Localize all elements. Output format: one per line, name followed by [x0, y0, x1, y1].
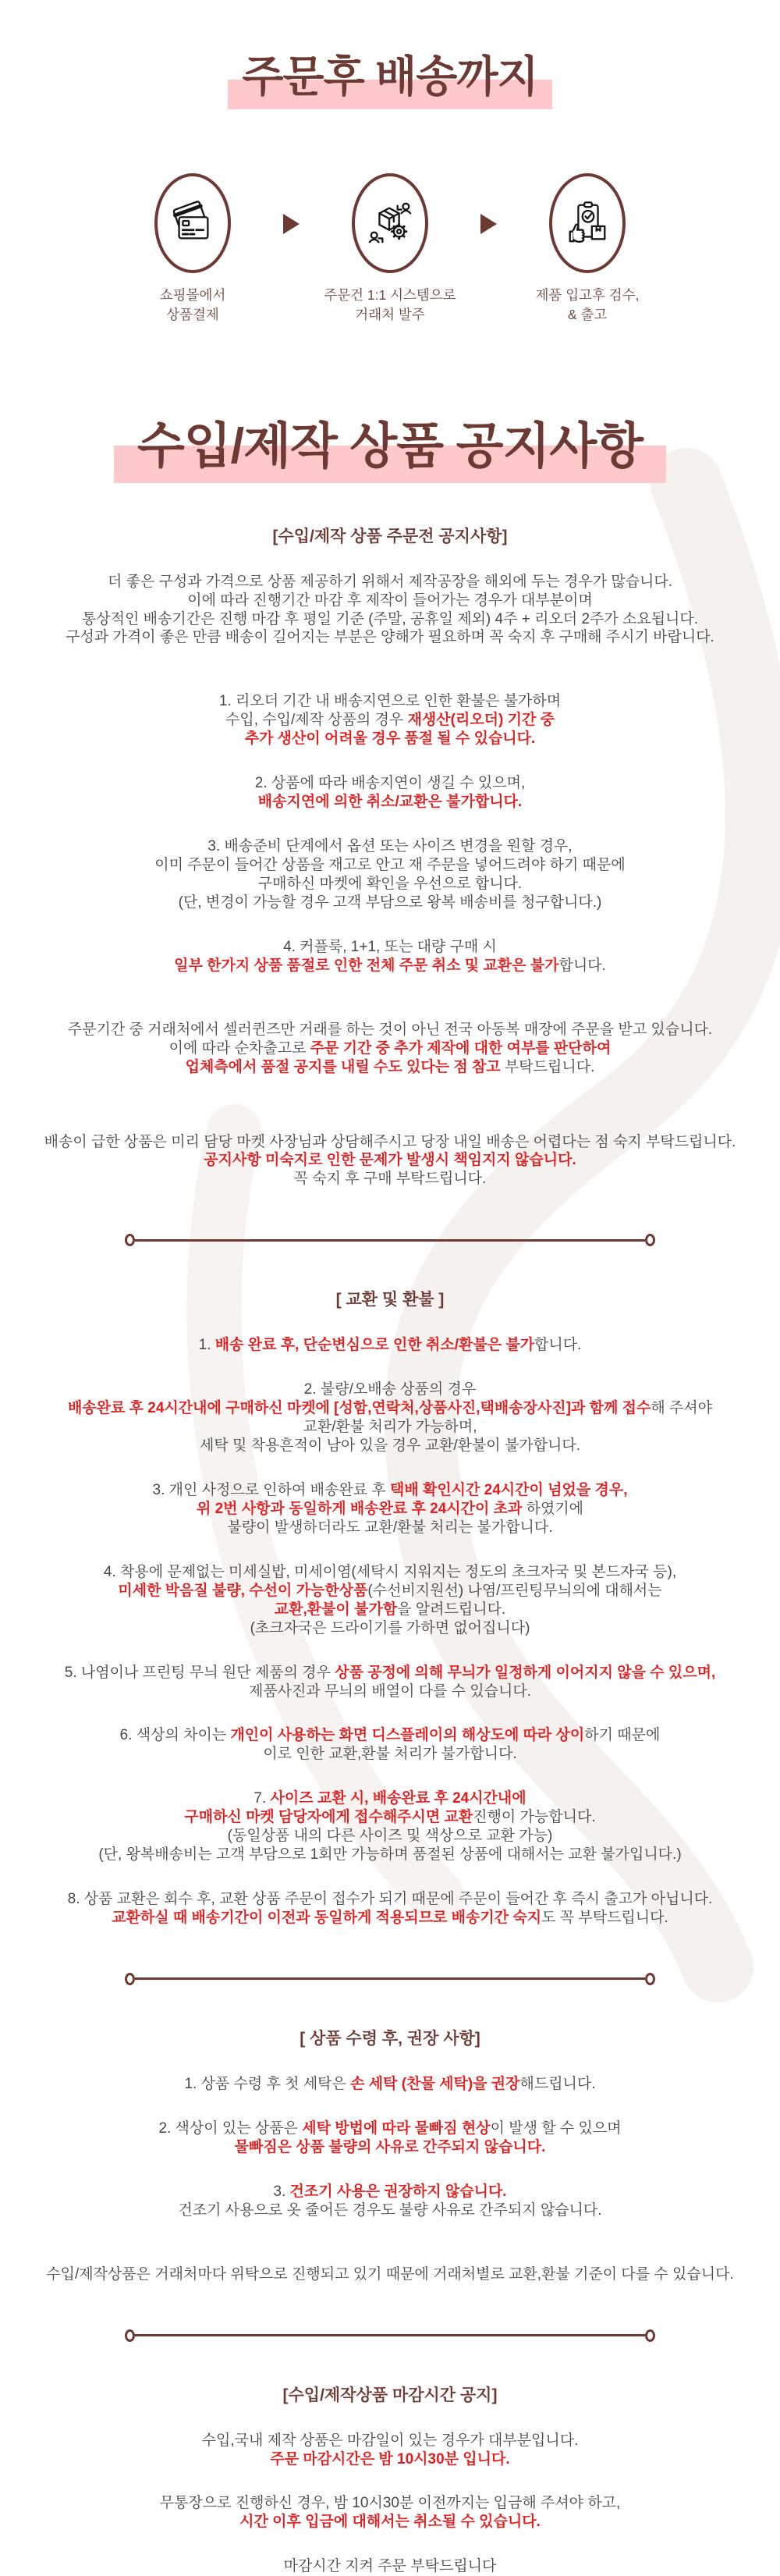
- step-circle: [549, 173, 626, 273]
- notice-line: [0, 610, 780, 629]
- step-label-line1: 쇼핑몰에서: [159, 286, 226, 303]
- notice-paragraph: [0, 1481, 780, 1537]
- body-text: 2. 상품에 따라 배송지연이 생길 수 있으며,: [254, 775, 526, 792]
- body-text: 수입, 수입/제작 상품의 경우: [225, 712, 408, 729]
- notice-line: [0, 1827, 780, 1846]
- divider-line: [135, 1239, 645, 1242]
- notice-paragraph: [0, 2183, 780, 2220]
- body-text: (단, 왕복배송비는 고객 부담으로 1회만 가능하며 품절된 상품에 대해서는 교환 불가입니다.): [98, 1846, 682, 1864]
- notice-line: [0, 2450, 780, 2469]
- notice-line: [0, 1399, 780, 1418]
- emphasis-red-text: 공지사항 미숙지로 인한 문제가 발생시 책임지지 않습니다.: [204, 1152, 576, 1169]
- body-text: 더 좋은 구성과 가격으로 상품 제공하기 위해서 제작공장을 해외에 두는 경우가 많습니다.: [107, 573, 673, 590]
- notice-line: [0, 2557, 780, 2576]
- body-text: 배송이 급한 상품은 미리 담당 마켓 사장님과 상담해주시고 당장 내일 배송은 어렵다는 점 숙지 부탁드립니다.: [44, 1133, 736, 1150]
- body-text: 이로 인한 교환,환불 처리가 불가합니다.: [263, 1746, 517, 1763]
- divider-end-ring: [645, 1234, 655, 1246]
- body-text: 해 주셔야: [651, 1400, 713, 1417]
- emphasis-red-text: 미세한 박음질 불량, 수선이 가능한상품: [118, 1582, 368, 1599]
- emphasis-red-text: 교환하실 때 배송기간이 이전과 동일하게 적용되므로 배송기간 숙지: [112, 1910, 542, 1927]
- body-text: 합니다.: [558, 957, 606, 974]
- notice-line: [0, 894, 780, 912]
- notice-paragraph: [0, 2432, 780, 2469]
- divider-line: [135, 2334, 645, 2336]
- step-label: [160, 286, 226, 325]
- arrow-right-icon: [480, 214, 497, 234]
- notice-line: [0, 2138, 780, 2157]
- body-text: 꼭 숙지 후 구매 부탁드립니다.: [293, 1171, 487, 1188]
- notice-line: [0, 692, 780, 711]
- body-text: 이미 주문이 들어간 상품을 재고로 안고 재 주문을 넣어드려야 하기 때문에: [154, 857, 626, 874]
- notice-line: [0, 1336, 780, 1355]
- step-label-line2: 상품결제: [166, 307, 219, 323]
- notice-line: [0, 711, 780, 730]
- body-text: 6. 색상의 차이는: [119, 1727, 231, 1744]
- body-text: 마감시간 지켜 주문 부탁드립니다: [283, 2558, 497, 2575]
- notice-line: [0, 730, 780, 748]
- step-label: [324, 286, 456, 325]
- notice-line: [0, 1133, 780, 1152]
- body-text: 1.: [198, 1337, 215, 1354]
- body-text: 이에 따라 진행기간 마감 후 제작이 들어가는 경우가 대부분이며: [187, 592, 593, 609]
- deadline-notice-heading: [수입/제작상품 마감시간 공지]: [282, 2386, 498, 2404]
- body-text: 진행이 가능합니다.: [473, 1809, 596, 1826]
- step-label-line1: 주문건 1:1 시스템으로: [324, 286, 456, 303]
- divider-end-ring: [125, 2329, 135, 2342]
- notice-line: [0, 793, 780, 812]
- notice-line: [0, 1170, 780, 1189]
- emphasis-red-text: 구매하신 마켓 담당자에게 접수해주시면 교환: [184, 1809, 473, 1826]
- body-text: 이에 따라 순차출고로: [168, 1039, 310, 1057]
- step-label-line2: 거래처 발주: [355, 307, 425, 323]
- step-circle: [352, 173, 428, 273]
- body-text: 3. 개인 사정으로 인하여 배송완료 후: [152, 1482, 390, 1499]
- notice-paragraph: [0, 1133, 780, 1189]
- notice-line: [0, 1582, 780, 1601]
- step-label: [536, 286, 640, 325]
- notice-line: [0, 1726, 780, 1745]
- body-text: 해드립니다.: [519, 2075, 596, 2092]
- body-text: 3.: [273, 2183, 290, 2200]
- body-text: 건조기 사용으로 옷 줄어든 경우도 불량 사유로 간주되지 않습니다.: [178, 2201, 602, 2219]
- body-text: 하기 때문에: [584, 1727, 661, 1744]
- arrow-right-icon: [283, 214, 300, 234]
- notice-line: [0, 1601, 780, 1619]
- divider-end-ring: [645, 1973, 655, 1985]
- notice-line: [0, 2513, 780, 2532]
- notice-line: [0, 1481, 780, 1500]
- emphasis-red-text: 시간 이후 입금에 대해서는 취소될 수 있습니다.: [239, 2514, 541, 2531]
- body-text: 이 발생 할 수 있으며: [490, 2119, 622, 2137]
- body-text: 수입/제작상품은 거래처마다 위탁으로 진행되고 있기 때문에 거래처별로 교환,환불 기준이 다를 수 있습니다.: [46, 2265, 734, 2283]
- body-text: 1. 상품 수령 후 첫 세탁은: [184, 2075, 351, 2092]
- step-label-line1: 제품 입고후 검수,: [535, 286, 640, 303]
- emphasis-red-text: 위 2번 사항과 동일하게 배송완료 후 24시간이 초과: [196, 1500, 526, 1517]
- notice-line: [0, 2432, 780, 2450]
- body-text: 2. 불량/오배송 상품의 경우: [303, 1381, 477, 1398]
- emphasis-red-text: 건조기 사용은 권장하지 않습니다.: [289, 2183, 507, 2200]
- notice-line: [0, 1500, 780, 1519]
- notice-line: [0, 1151, 780, 1170]
- divider-end-ring: [645, 2329, 655, 2342]
- section-divider: [125, 1234, 655, 1246]
- page-title-highlight: 주문후 배송까지: [228, 55, 551, 109]
- notice-paragraph: [0, 2494, 780, 2532]
- notice-line: [0, 1058, 780, 1077]
- notice-line: [0, 1808, 780, 1827]
- emphasis-red-text: 개인이 사용하는 화면 디스플레이의 해상도에 따라 상이: [230, 1727, 585, 1744]
- order-process-steps: [0, 173, 780, 325]
- body-text: 8. 상품 교환은 회수 후, 교환 상품 주문이 접수가 되기 때문에 주문이 들어간 후 즉시 출고가 아닙니다.: [67, 1891, 713, 1908]
- body-text: 을 알려드립니다.: [397, 1601, 506, 1618]
- divider-line: [135, 1977, 645, 1980]
- body-text: 교환/환불 처리가 가능하며,: [303, 1419, 477, 1436]
- step-order-system: [300, 173, 480, 325]
- notice-paragraph: [0, 774, 780, 812]
- notice-line: [0, 2075, 780, 2094]
- notice-section-title: [0, 418, 780, 483]
- section-divider: [125, 2329, 655, 2342]
- notice-paragraph: [0, 1890, 780, 1928]
- step-inspection: [497, 173, 678, 325]
- emphasis-red-text: 주문 마감시간은 밤 10시30분 입니다.: [270, 2450, 510, 2468]
- notice-line: [0, 2183, 780, 2201]
- notice-line: [0, 1909, 780, 1928]
- notice-line: [0, 1789, 780, 1808]
- notice-line: [0, 628, 780, 647]
- notice-line: [0, 2265, 780, 2284]
- body-text: 부탁드립니다.: [500, 1058, 595, 1075]
- notice-paragraph: [0, 938, 780, 975]
- notice-paragraph: [0, 1726, 780, 1764]
- notice-sections: [0, 524, 780, 2576]
- body-text: 도 꼭 부탁드립니다.: [541, 1910, 668, 1927]
- notice-line: [0, 592, 780, 610]
- divider-end-ring: [125, 1973, 135, 1985]
- notice-line: [0, 1846, 780, 1864]
- emphasis-red-text: 택배 확인시간 24시간이 넘었을 경우,: [389, 1482, 628, 1499]
- notice-line: [0, 1745, 780, 1764]
- notice-paragraph: [0, 2557, 780, 2576]
- notice-line: [0, 1619, 780, 1638]
- notice-line: [0, 1890, 780, 1909]
- section-divider: [125, 1973, 655, 1985]
- body-text: 통상적인 배송기간은 진행 마감 후 평일 기준 (주말, 공휴일 제외) 4주 + 리오더 2주가 소요됩니다.: [81, 610, 699, 627]
- notice-line: [0, 1682, 780, 1701]
- body-text: 5. 나염이나 프린팅 무늬 원단 제품의 경우: [64, 1664, 335, 1681]
- body-text: 4. 커플룩, 1+1, 또는 대량 구매 시: [283, 938, 497, 955]
- notice-line: [0, 1039, 780, 1058]
- notice-line: [0, 1664, 780, 1682]
- notice-paragraph: [0, 2265, 780, 2284]
- notice-line: [0, 2119, 780, 2138]
- notice-paragraph: [0, 2075, 780, 2094]
- body-text: 불량이 발생하더라도 교환/환불 처리는 불가합니다.: [227, 1519, 553, 1536]
- body-text: 수입,국내 제작 상품은 마감일이 있는 경우가 대부분입니다.: [201, 2432, 579, 2449]
- notice-line: [0, 774, 780, 793]
- emphasis-red-text: 일부 한가지 상품 품절로 인한 전체 주문 취소 및 교환은 불가: [174, 957, 559, 974]
- emphasis-red-text: 추가 생산이 어려울 경우 품절 될 수 있습니다.: [244, 730, 536, 748]
- notice-line: [0, 957, 780, 975]
- notice-line: [0, 1380, 780, 1399]
- body-text: 3. 배송준비 단계에서 옵션 또는 사이즈 변경을 원할 경우,: [207, 838, 573, 855]
- notice-line: [0, 938, 780, 957]
- notice-line: [0, 2494, 780, 2513]
- notice-paragraph: [0, 1664, 780, 1701]
- emphasis-red-text: 배송지연에 의한 취소/교환은 불가합니다.: [257, 794, 523, 811]
- emphasis-red-text: 교환,환불이 불가함: [274, 1601, 398, 1618]
- body-text: (수선비지원선) 나염/프린팅무늬의에 대해서는: [367, 1582, 662, 1599]
- notice-line: [0, 2201, 780, 2220]
- notice-paragraph: [0, 692, 780, 748]
- notice-line: [0, 573, 780, 592]
- notice-paragraph: [0, 573, 780, 648]
- credit-card-icon: [168, 199, 217, 247]
- notice-line: [0, 1418, 780, 1437]
- body-text: (동일상품 내의 다른 사이즈 및 색상으로 교환 가능): [227, 1828, 553, 1845]
- body-text: 제품사진과 무늬의 배열이 다를 수 있습니다.: [248, 1682, 532, 1700]
- emphasis-red-text: 재생산(리오더) 기간 중: [407, 712, 555, 729]
- divider-end-ring: [125, 1234, 135, 1246]
- body-text: (초크자국은 드라이기를 가하면 없어집니다): [250, 1619, 530, 1636]
- step-payment: [102, 173, 283, 325]
- body-text: 4. 착용에 문제없는 미세실밥, 미세이염(세탁시 지워지는 정도의 초크자국 및 본드자국 등),: [103, 1563, 677, 1580]
- emphasis-red-text: 손 세탁 (찬물 세탁)을 권장: [350, 2075, 520, 2092]
- body-text: 구성과 가격이 좋은 만큼 배송이 길어지는 부분은 양해가 필요하며 꼭 숙지 후 구매해 주시기 바랍니다.: [66, 629, 714, 646]
- emphasis-red-text: 배송완료 후 24시간내에 구매하신 마켓에 [성함,연락처,상품사진,택배송장사진]과 함께 접수: [67, 1400, 651, 1417]
- notice-paragraph: [0, 837, 780, 912]
- body-text: 무통장으로 진행하신 경우, 밤 10시30분 이전까지는 입금해 주셔야 하고,: [159, 2495, 621, 2512]
- emphasis-red-text: 주문 기간 중 추가 제작에 대한 여부를 판단하여: [310, 1039, 612, 1057]
- body-text: 구매하신 마켓에 확인을 우선으로 합니다.: [257, 875, 523, 892]
- body-text: 2. 색상이 있는 상품은: [158, 2119, 303, 2137]
- body-text: 7.: [254, 1790, 271, 1807]
- notice-line: [0, 1021, 780, 1039]
- exchange-refund-heading: [ 교환 및 환불 ]: [335, 1291, 445, 1309]
- body-text: 하였기에: [526, 1500, 584, 1517]
- notice-line: [0, 1519, 780, 1537]
- inspection-shipping-icon: [563, 199, 612, 247]
- body-text: 합니다.: [534, 1337, 582, 1354]
- notice-line: [0, 1563, 780, 1582]
- emphasis-red-text: 배송 완료 후, 단순변심으로 인한 취소/환불은 불가: [214, 1337, 535, 1354]
- emphasis-red-text: 상품 공정에 의해 무늬가 일정하게 이어지지 않을 수 있으며,: [335, 1664, 716, 1681]
- notice-line: [0, 1437, 780, 1455]
- notice-paragraph: [0, 1021, 780, 1077]
- after-receipt-heading: [ 상품 수령 후, 권장 사항]: [300, 2029, 480, 2048]
- emphasis-red-text: 업체측에서 품절 공지를 내릴 수도 있다는 점 참고: [185, 1058, 501, 1075]
- notice-line: [0, 875, 780, 894]
- body-text: 세탁 및 착용흔적이 남아 있을 경우 교환/환불이 불가합니다.: [199, 1437, 580, 1455]
- body-text: (단, 변경이 가능할 경우 고객 부담으로 왕복 배송비를 청구합니다.): [178, 894, 602, 911]
- notice-paragraph: [0, 1789, 780, 1864]
- notice-paragraph: [0, 1380, 780, 1455]
- body-text: 1. 리오더 기간 내 배송지연으로 인한 환불은 불가하며: [218, 693, 562, 710]
- step-label-line2: & 출고: [567, 307, 608, 323]
- pre-order-notice-heading: [수입/제작 상품 주문전 공지사항]: [272, 527, 508, 545]
- body-text: 주문기간 중 거래처에서 셀러퀸즈만 거래를 하는 것이 아닌 전국 아동복 매장에 주문을 받고 있습니다.: [67, 1021, 713, 1038]
- notice-line: [0, 856, 780, 875]
- emphasis-red-text: 사이즈 교환 시, 배송완료 후 24시간내에: [270, 1790, 526, 1807]
- notice-title-highlight: 수입/제작 상품 공지사항: [114, 421, 666, 483]
- step-circle: [154, 173, 231, 273]
- notice-paragraph: [0, 1563, 780, 1638]
- notice-paragraph: [0, 1336, 780, 1355]
- notice-paragraph: [0, 2119, 780, 2157]
- order-system-icon: [366, 199, 414, 247]
- emphasis-red-text: 세탁 방법에 따라 물빠짐 현상: [302, 2119, 491, 2137]
- emphasis-red-text: 물빠짐은 상품 불량의 사유로 간주되지 않습니다.: [234, 2138, 546, 2155]
- page-title: [0, 0, 780, 109]
- notice-line: [0, 837, 780, 856]
